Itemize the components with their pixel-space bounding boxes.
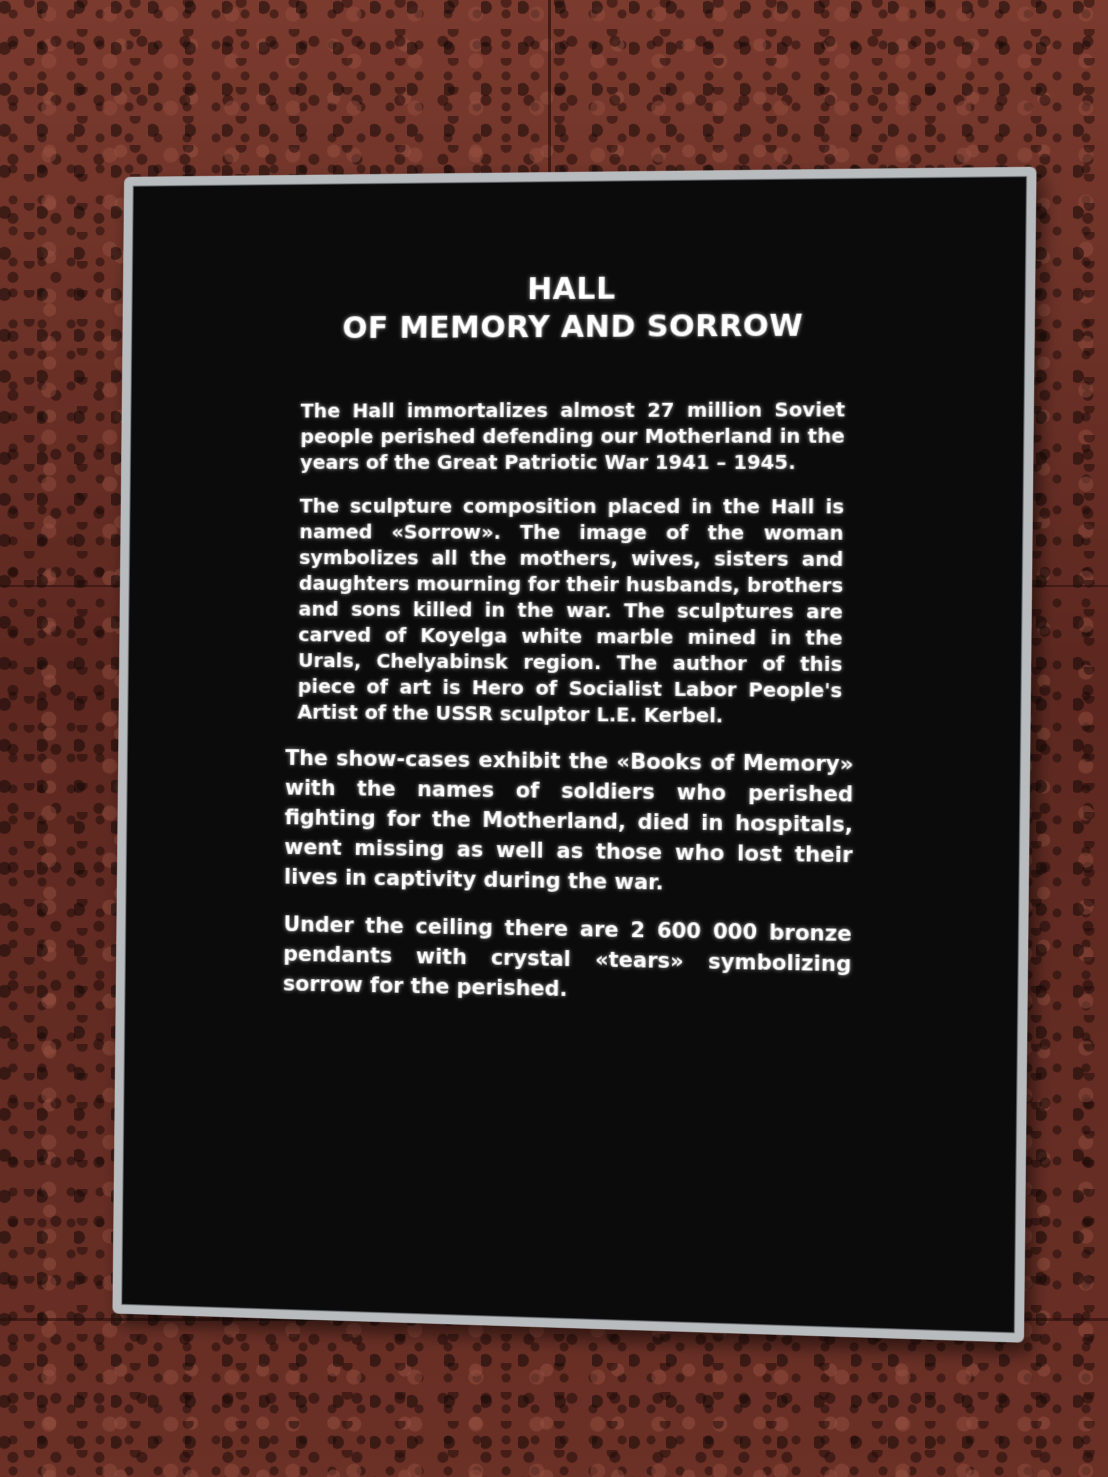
paragraph-pendants: Under the ceiling there are 2 600 000 bronze pendants with crystal «tears» symbolizing sorrow for the perished. — [282, 912, 852, 1002]
paragraph-hall-intro: The Hall immortalizes almost 27 million Soviet people perished defending our Motherland in the years of the Great Patriotic War 1941 – 1945. — [299, 398, 846, 475]
plaque-title — [301, 269, 846, 347]
paragraph-sculpture: The sculpture composition placed in the Hall is named «Sorrow». The image of the woman symbolizes all the mothers, wives, sisters and daughters mourning for their husbands, brothers and sons killed in the war. The sculptures are carved of Koyelga white marble mined in the Urals, Chelyabinsk region. The author of this piece of art is Hero of Socialist Labor People's Artist of the USSR sculptor L.E. Kerbel. — [297, 494, 845, 728]
plaque-title-line-2: OF MEMORY AND SORROW — [342, 308, 804, 346]
paragraph-books-of-memory: The show-cases exhibit the «Books of Memory» with the names of soldiers who perished fighting for the Motherland, died in hospitals, went missing as well as those who lost their lives in captivity during the war. — [283, 746, 854, 895]
memorial-plaque — [112, 167, 1036, 1343]
plaque-title-line-1: HALL — [526, 271, 616, 308]
plaque-content — [121, 176, 1027, 1333]
wall-seam-vertical — [548, 0, 551, 175]
